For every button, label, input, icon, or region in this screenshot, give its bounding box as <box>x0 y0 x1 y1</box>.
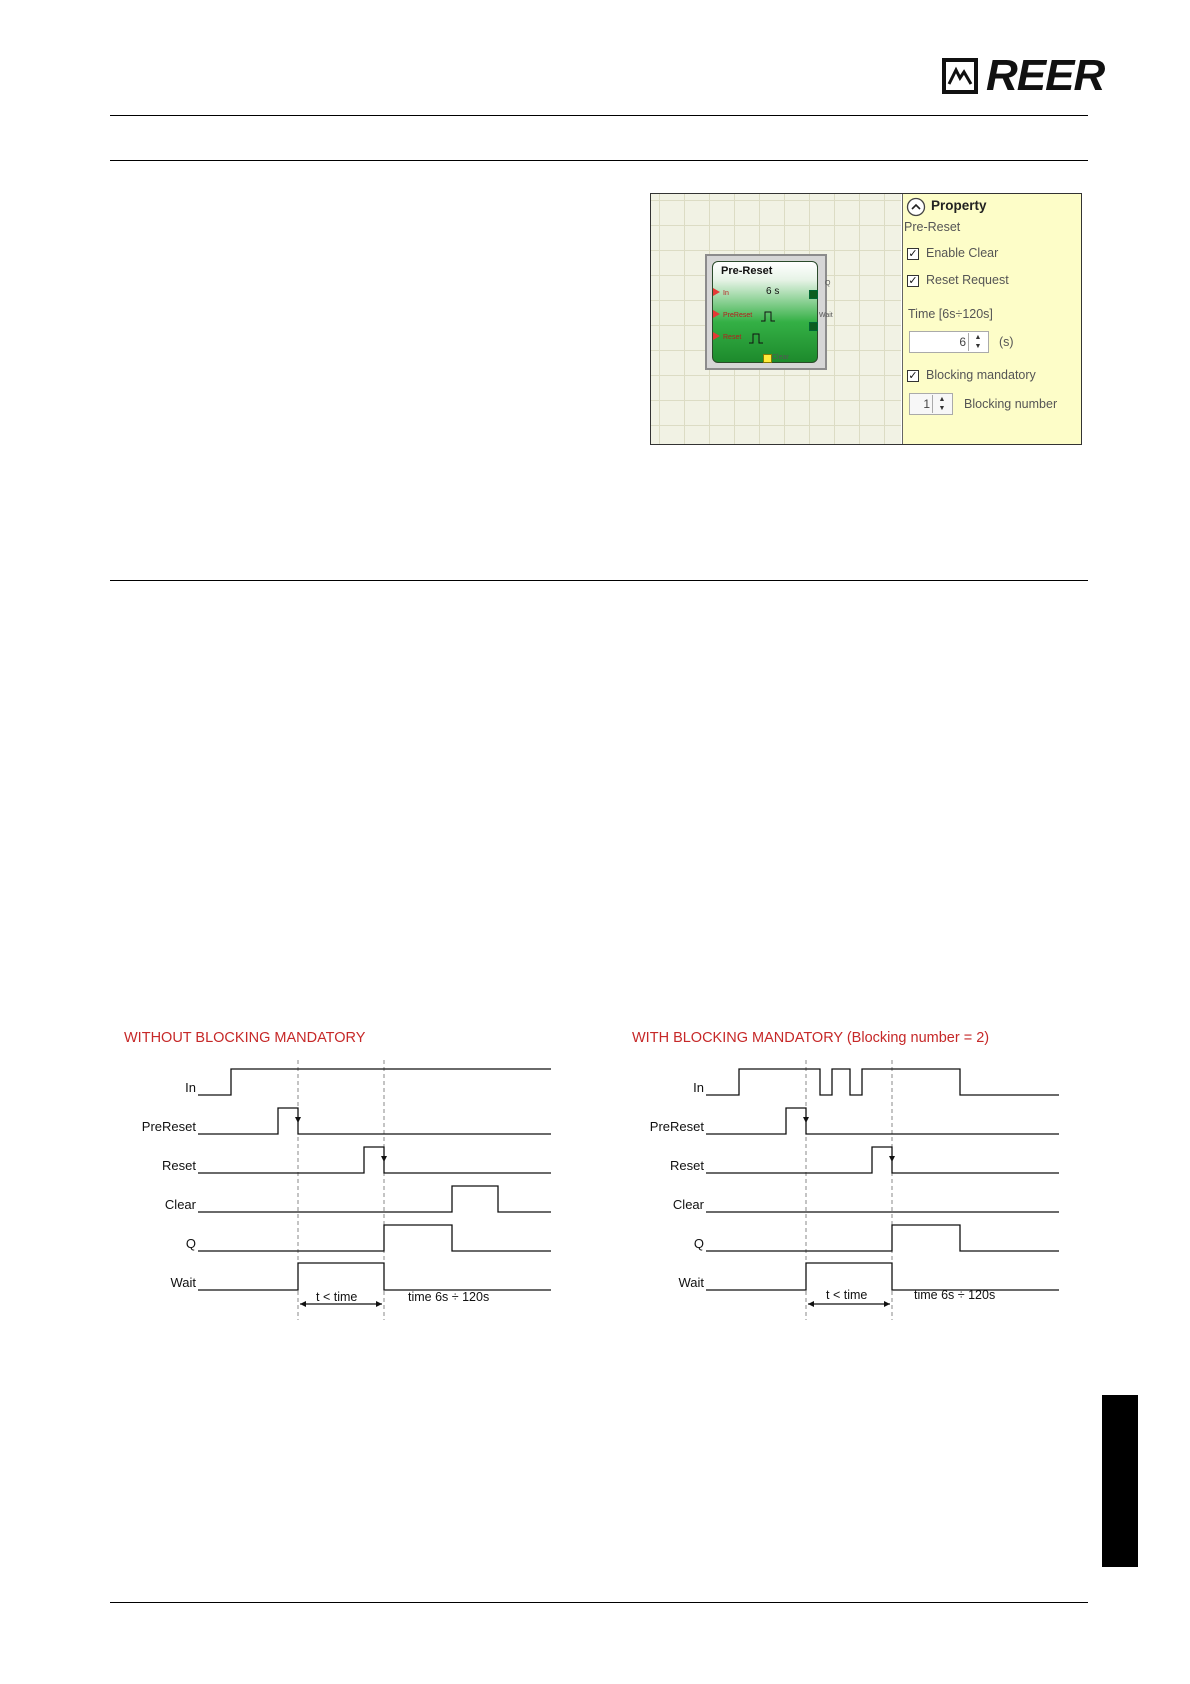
logic-canvas <box>651 194 901 444</box>
signal-label-wait: Wait <box>170 1275 196 1290</box>
blocking-number-value: 1 <box>923 397 930 411</box>
timing-waveforms <box>632 1030 1072 1320</box>
timing-diagram-with-blocking <box>632 1030 1072 1320</box>
spinner-arrows-icon[interactable]: ▲ ▼ <box>932 395 951 413</box>
wave-q <box>198 1225 551 1251</box>
dimension-arrow-icon <box>808 1301 814 1307</box>
wave-prereset <box>706 1108 1059 1134</box>
signal-label-wait: Wait <box>678 1275 704 1290</box>
time-range-label: time 6s ÷ 120s <box>914 1288 996 1302</box>
enable-clear-checkbox[interactable]: ✓ <box>908 248 918 260</box>
header-rule <box>110 115 1088 116</box>
wave-clear <box>198 1186 551 1212</box>
section-side-tab <box>1102 1395 1138 1567</box>
timing-waveforms <box>124 1030 564 1320</box>
section-rule-middle <box>110 580 1088 581</box>
wave-reset <box>198 1147 551 1173</box>
diagram-title: WITH BLOCKING MANDATORY (Blocking number = 2) <box>632 1030 990 1046</box>
blocking-number-spinner[interactable] <box>909 393 953 415</box>
block-title: Pre-Reset <box>721 265 773 277</box>
output-q-pin[interactable] <box>809 290 818 299</box>
time-value: 6 <box>959 335 966 349</box>
signal-label-clear: Clear <box>164 1197 196 1212</box>
signal-label-in: In <box>185 1080 196 1095</box>
enable-clear-label: Enable Clear <box>926 246 999 260</box>
block-input-prereset: PreReset <box>723 312 753 319</box>
logo-mark-icon <box>942 58 978 94</box>
footer-rule <box>110 1602 1088 1603</box>
dimension-arrow-icon <box>376 1301 382 1307</box>
block-output-q: Q <box>825 280 831 287</box>
signal-label-prereset: PreReset <box>141 1119 196 1134</box>
diagram-title: WITHOUT BLOCKING MANDATORY <box>124 1030 366 1046</box>
wave-reset <box>706 1147 1059 1173</box>
property-heading: Property <box>931 198 987 213</box>
wave-prereset <box>198 1108 551 1134</box>
clear-pin[interactable] <box>763 354 772 363</box>
falling-edge-arrow-icon <box>889 1156 895 1162</box>
signal-label-q: Q <box>185 1236 196 1251</box>
signal-label-prereset: PreReset <box>649 1119 704 1134</box>
dimension-arrow-icon <box>300 1301 306 1307</box>
wave-in <box>198 1069 551 1095</box>
output-wait-pin[interactable] <box>809 322 818 331</box>
block-output-wait: Wait <box>819 312 833 319</box>
t-label: t < time <box>316 1290 358 1304</box>
signal-label-q: Q <box>693 1236 704 1251</box>
signal-label-clear: Clear <box>672 1197 704 1212</box>
section-rule-top <box>110 160 1088 161</box>
spinner-arrows-icon[interactable]: ▲ ▼ <box>968 333 987 351</box>
falling-edge-arrow-icon <box>295 1117 301 1123</box>
signal-label-reset: Reset <box>162 1158 196 1173</box>
block-bottom-label: Clear <box>772 354 789 361</box>
reset-request-checkbox[interactable]: ✓ <box>908 275 918 287</box>
blocking-mandatory-checkbox[interactable]: ✓ <box>908 370 918 382</box>
wave-wait <box>706 1263 1059 1290</box>
time-range-label: time 6s ÷ 120s <box>408 1290 490 1304</box>
time-spinner[interactable] <box>909 331 989 353</box>
reset-request-label: Reset Request <box>926 273 1009 287</box>
block-time: 6 s <box>766 286 780 297</box>
pre-reset-block-frame[interactable] <box>705 254 827 370</box>
falling-edge-arrow-icon <box>803 1117 809 1123</box>
block-input-in: In <box>723 290 729 297</box>
blocking-number-label: Blocking number <box>964 397 1058 411</box>
timing-diagram-without-blocking <box>124 1030 564 1320</box>
time-unit: (s) <box>999 335 1014 349</box>
signal-label-in: In <box>693 1080 704 1095</box>
pre-reset-property-screenshot <box>650 193 1082 445</box>
blocking-mandatory-label: Blocking mandatory <box>926 368 1036 382</box>
time-label: Time [6s÷120s] <box>908 307 993 321</box>
wave-in <box>706 1069 1059 1095</box>
property-subtitle: Pre-Reset <box>904 220 961 234</box>
t-label: t < time <box>826 1288 868 1302</box>
collapse-icon[interactable] <box>906 197 926 217</box>
wave-q <box>706 1225 1059 1251</box>
property-panel <box>902 194 1082 444</box>
block-input-reset: Reset <box>723 334 742 341</box>
reer-logo <box>942 51 1105 100</box>
pulse-icons <box>713 262 817 362</box>
logo-wordmark: REER <box>986 51 1105 100</box>
dimension-arrow-icon <box>884 1301 890 1307</box>
falling-edge-arrow-icon <box>381 1156 387 1162</box>
pre-reset-block[interactable] <box>712 261 818 363</box>
signal-label-reset: Reset <box>670 1158 704 1173</box>
wave-wait <box>198 1263 551 1290</box>
